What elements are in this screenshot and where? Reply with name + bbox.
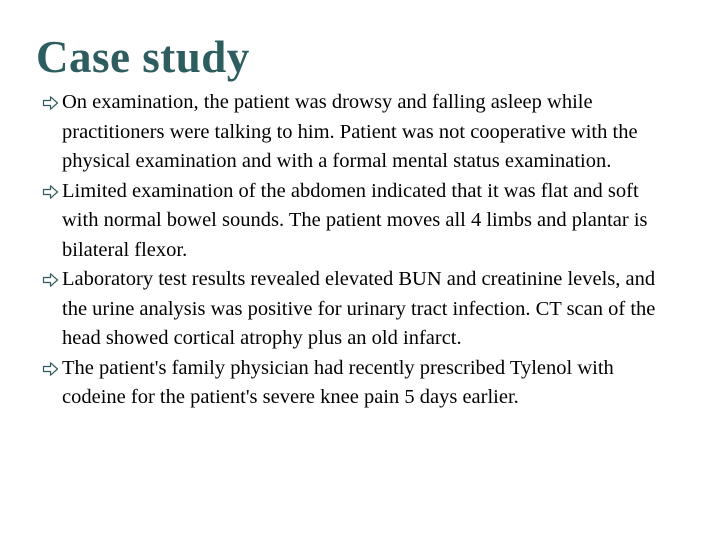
- bullet-item: [0, 354, 672, 413]
- bullet-text: Laboratory test results revealed elevated BUN and creatinine levels, and the urine analysis was positive for urinary tract infection. CT scan of the head showed cortical atrophy plus an old infarct.: [62, 268, 656, 349]
- arrow-bullet-icon: [42, 95, 59, 111]
- arrow-bullet-icon: [42, 361, 59, 377]
- bullet-text: The patient's family physician had recently prescribed Tylenol with codeine for the patient's severe knee pain 5 days earlier.: [62, 356, 614, 408]
- arrow-bullet-icon: [42, 184, 59, 200]
- bullet-text: On examination, the patient was drowsy and falling asleep while practitioners were talking to him. Patient was not cooperative with the physical examination and with a formal mental status examination.: [62, 91, 638, 172]
- bullet-item: [0, 265, 672, 354]
- bullet-item: [0, 88, 672, 177]
- bullet-list: [0, 88, 720, 413]
- slide-title: Case study: [36, 32, 250, 82]
- bullet-item: [0, 177, 672, 266]
- bullet-text: Limited examination of the abdomen indicated that it was flat and soft with normal bowel sounds. The patient moves all 4 limbs and plantar is bilateral flexor.: [62, 179, 648, 261]
- arrow-bullet-icon: [42, 272, 59, 288]
